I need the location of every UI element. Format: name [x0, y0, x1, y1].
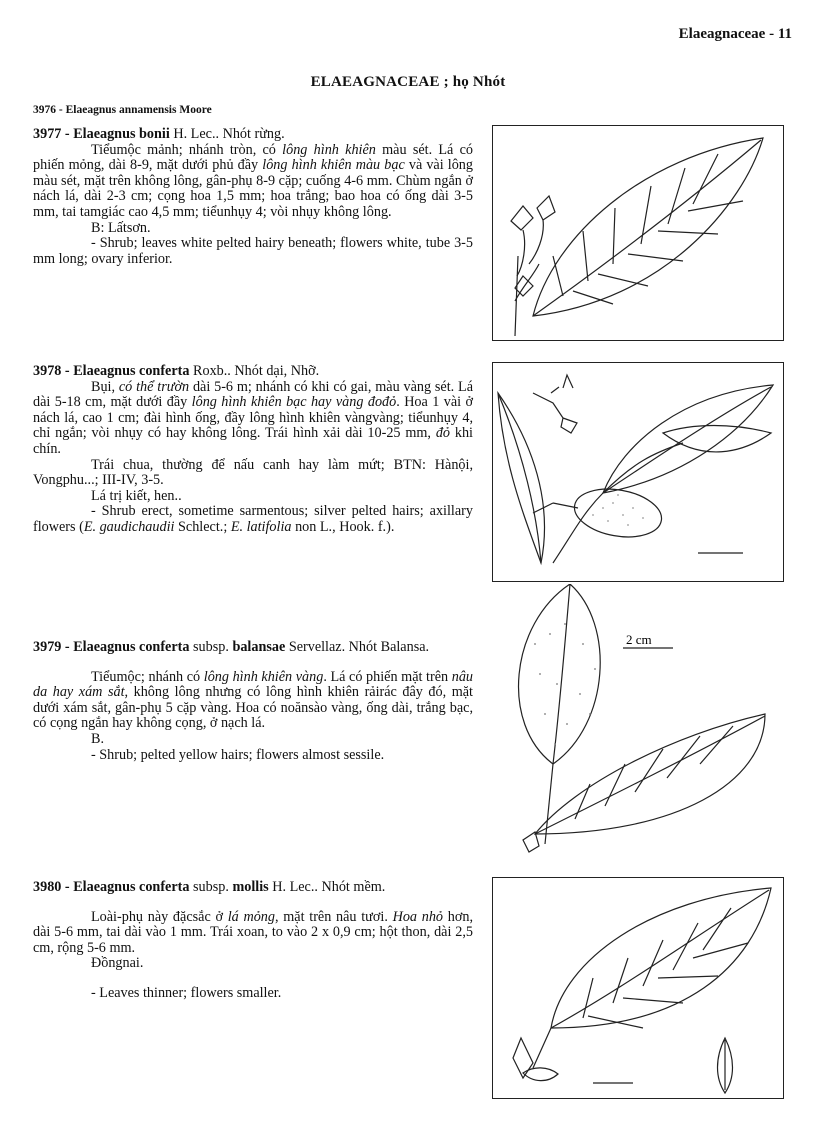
english-summary: - Leaves thinner; flowers smaller.	[91, 984, 282, 1001]
entry-3978	[33, 364, 473, 536]
subspecies-name: balansae	[232, 639, 286, 655]
species-name: Elaeagnus conferta	[73, 639, 190, 655]
leaf-illustration	[493, 126, 783, 340]
subspecies-name: mollis	[232, 879, 269, 895]
uses: Trái chua, thường để nấu canh hay làm mứt; BTN: Hànội, Vongphu...; III-IV, 3-5.	[33, 456, 473, 489]
english-summary: - Shrub; pelted yellow hairs; flowers almost sessile.	[91, 746, 385, 763]
authority: H. Lec.. Nhót rừng.	[173, 126, 285, 142]
leaf-illustration	[493, 878, 783, 1098]
description: Bụi, có thể trườn dài 5-6 m; nhánh có khi có gai, màu vàng sét. Lá dài 5-18 cm, mặt dưới đầy lông hình khiên bạc hay vàng đođỏ. Hoa 1 vài ở nách lá, cao 1 cm; đài hình ống, đầy lông hình khiên vàngvàng; tiểunhụy 4, chỉ ngắn; vòi nhụy có hay không lông. Trái hình xải dài 10-25 mm, đỏ khi chín.	[33, 378, 473, 457]
entry-3976	[33, 104, 212, 116]
running-header: Elaeagnaceae - 11	[678, 26, 792, 42]
entry-number: 3976 -	[33, 104, 63, 116]
locality: Đồngnai.	[91, 955, 144, 972]
figure-elaeagnus-balansae	[495, 584, 785, 864]
authority: Servellaz. Nhót Balansa.	[288, 639, 430, 655]
entry-3979	[33, 640, 473, 763]
entry-number: 3977 -	[33, 126, 70, 142]
species-name: Elaeagnus annamensis Moore	[65, 104, 212, 116]
english-summary: - Shrub; leaves white pelted hairy beneath; flowers white, tube 3-5 mm long; ovary inferior.	[33, 235, 473, 267]
species-name: Elaeagnus bonii	[73, 126, 170, 142]
description: Loài-phụ này đặcsắc ở lá mỏng, mặt trên nâu tươi. Hoa nhỏ hơn, dài 5-6 mm, tai dài vào 1 mm. Trái xoan, to vào 2 x 0,9 cm; hột thon, dài 2,5 cm, rộng 5-6 mm.	[33, 908, 473, 956]
authority: Roxb.. Nhót dại, Nhỡ.	[193, 363, 320, 379]
figure-elaeagnus-conferta	[492, 362, 784, 582]
scale-bar-label: 2 cm	[626, 632, 652, 647]
branch-illustration	[493, 363, 783, 581]
description: Tiểumộc mảnh; nhánh tròn, có lông hình khiên màu sét. Lá có phiến mỏng, dài 8-9, mặt dưới phủ đầy lông hình khiên màu bạc và vài lông màu sét, mặt trên không lông, gân-phụ 8-9 cặp; cuống 4-6 mm. Chùm ngắn ở nách lá, dài 2-3 cm; cọng hoa 1,5 mm; hoa trắng; bao hoa có ống dài 3-5 mm, tai tamgiác cao 4,5 mm; tiểunhụy 4; vòi nhụy không lông.	[33, 141, 474, 220]
subspecies-rank: subsp.	[193, 879, 229, 895]
figure-elaeagnus-mollis	[492, 877, 784, 1099]
page-title: ELAEAGNACEAE ; họ Nhót	[310, 74, 506, 90]
locality: B: Lấtsơn.	[91, 219, 151, 236]
english-summary: - Shrub erect, sometime sarmentous; silver pelted hairs; axillary flowers (E. gaudichaudii Schlect.; E. latifolia non L., Hook. f.).	[33, 503, 473, 535]
medicinal-use: Lá trị kiết, hen..	[91, 487, 182, 504]
entry-number: 3979 -	[33, 639, 70, 655]
description: Tiểumộc; nhánh có lông hình khiên vàng. Lá có phiến mặt trên nâu da hay xám sắt, không lông nhưng có lông hình khiên rảirác đây đó, mặt dưới xám sắt, gân-phụ 5 cặp vàng. Hoa có noănsào vàng, ống dài, trắng bạc, có cọng ngắn hay không cọng, ở nạch lá.	[33, 668, 473, 732]
entry-3977	[33, 127, 473, 267]
entry-number: 3980 -	[33, 879, 70, 895]
species-name: Elaeagnus conferta	[73, 879, 190, 895]
leaf-illustration	[495, 584, 785, 864]
subspecies-rank: subsp.	[193, 639, 229, 655]
species-name: Elaeagnus conferta	[73, 363, 190, 379]
figure-elaeagnus-bonii	[492, 125, 784, 341]
entry-3980	[33, 880, 473, 1002]
locality: B.	[91, 730, 105, 747]
authority: H. Lec.. Nhót mềm.	[272, 879, 386, 895]
entry-number: 3978 -	[33, 363, 70, 379]
